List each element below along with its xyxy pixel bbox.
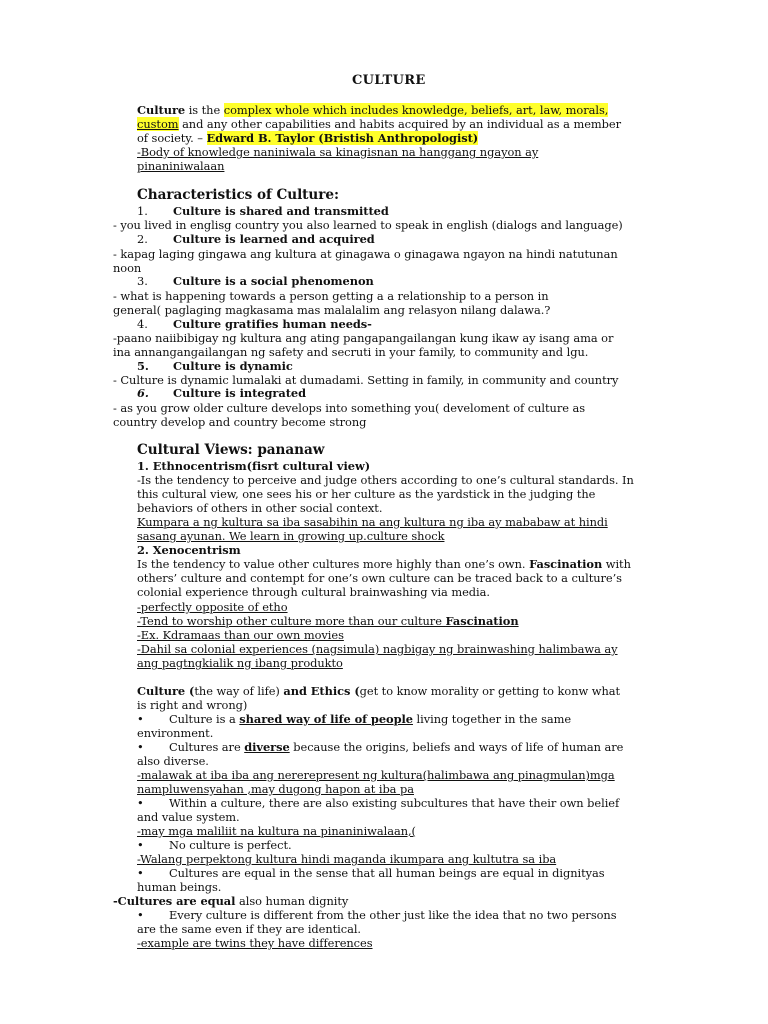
bullet-icon: • xyxy=(137,908,144,922)
ethics-text: Every culture is different from the other just like the idea that no two persons xyxy=(169,908,617,922)
ethics-note: -may mga maliliit na kultura na pinaniniwalaan,( xyxy=(137,824,416,838)
char-item-number: 5. xyxy=(137,359,149,373)
intro-line-5: pinaniniwalaan xyxy=(137,159,225,173)
ethics-term: and Ethics ( xyxy=(283,684,360,698)
ethics-bullet-2 xyxy=(169,740,623,754)
ethics-text: and value system. xyxy=(137,810,240,824)
ethno-text: behaviors of others in other social context. xyxy=(137,501,383,515)
char-item-desc: noon xyxy=(113,261,142,275)
ethics-text: environment. xyxy=(137,726,214,740)
bullet-icon: • xyxy=(137,838,144,852)
ethics-text: also human dignity xyxy=(235,894,349,908)
char-item-desc: - you lived in englisg country you also learned to speak in english (dialogs and language) xyxy=(113,218,623,232)
char-item-number: 1. xyxy=(137,204,148,218)
char-item-number: 3. xyxy=(137,274,148,288)
char-item-number: 6. xyxy=(137,386,149,400)
ethics-text: is right and wrong) xyxy=(137,698,248,712)
ethics-text: also diverse. xyxy=(137,754,209,768)
views-heading: Cultural Views: pananaw xyxy=(137,442,325,458)
bullet-icon: • xyxy=(137,796,144,810)
char-item-title: Culture is dynamic xyxy=(173,359,293,373)
intro-line-3 xyxy=(137,131,478,145)
char-item-number: 2. xyxy=(137,232,148,246)
char-item-desc: ina annangangailangan ng safety and secruti in your family, to community and lgu. xyxy=(113,345,589,359)
ethics-text: Culture is a xyxy=(169,712,240,726)
ethics-text: because the origins, beliefs and ways of life of human are xyxy=(289,740,624,754)
xeno-note: -Tend to worship other culture more than our culture xyxy=(137,614,446,628)
xeno-text: others’ culture and contempt for one’s own culture can be traced back to a culture’s xyxy=(137,571,622,585)
xeno-text: colonial experience through cultural brainwashing via media. xyxy=(137,585,490,599)
char-item-title: Culture is integrated xyxy=(173,386,307,400)
ethics-text: the way of life) xyxy=(194,684,284,698)
ethics-note: -Walang perpektong kultura hindi maganda ikumpara ang kultutra sa iba xyxy=(137,852,557,866)
intro-highlight: complex whole which includes knowledge, beliefs, art, law, morals, xyxy=(223,103,609,117)
ethics-term: -Cultures are equal xyxy=(113,894,236,908)
xenocentrism-title: 2. Xenocentrism xyxy=(137,543,241,557)
ethics-text: Within a culture, there are also existing subcultures that have their own belief xyxy=(169,796,620,810)
ethno-note: Kumpara a ng kultura sa iba sasabihin na ang kultura ng iba ay mababaw at hindi xyxy=(137,515,608,529)
char-item-desc: - what is happening towards a person getting a a relationship to a person in xyxy=(113,289,549,303)
xeno-fascination: Fascination xyxy=(529,557,603,571)
bullet-icon: • xyxy=(137,712,144,726)
ethics-text: Cultures are xyxy=(169,740,245,754)
ethics-text: human beings. xyxy=(137,880,222,894)
char-item-desc: - Culture is dynamic lumalaki at dumadami. Setting in family, in community and country xyxy=(113,373,619,387)
ethics-note: -example are twins they have differences xyxy=(137,936,373,950)
intro-line-4: -Body of knowledge naniniwala sa kinagisnan na hanggang ngayon ay xyxy=(137,145,539,159)
char-item-desc: -paano naiibibigay ng kultura ang ating pangapangailangan kung ikaw ay isang ama or xyxy=(113,331,614,345)
char-item-title: Culture is shared and transmitted xyxy=(173,204,389,218)
ethnocentrism-title: 1. Ethnocentrism(fisrt cultural view) xyxy=(137,459,371,473)
ethno-text: this cultural view, one sees his or her culture as the yardstick in the judging the xyxy=(137,487,596,501)
ethics-emphasis: shared way of life of people xyxy=(239,712,413,726)
intro-text: of society. – xyxy=(137,131,207,145)
ethics-text: get to know morality or getting to konw what xyxy=(359,684,621,698)
ethics-note: -malawak at iba iba ang nererepresent ng kultura(halimbawa ang pinagmulan)mga xyxy=(137,768,615,782)
ethics-text: Cultures are equal in the sense that all human beings are equal in dignityas xyxy=(169,866,605,880)
ethics-bullet-1 xyxy=(169,712,571,726)
characteristics-heading: Characteristics of Culture: xyxy=(137,187,339,203)
char-item-desc: - as you grow older culture develops into something you( develoment of culture as xyxy=(113,401,586,415)
xeno-line-1 xyxy=(137,557,631,571)
intro-text: and any other capabilities and habits acquired by an individual as a member xyxy=(178,117,621,131)
xeno-text: with xyxy=(602,557,631,571)
ethics-text: are the same even if they are identical. xyxy=(137,922,362,936)
ethics-term: Culture ( xyxy=(137,684,195,698)
char-item-number: 4. xyxy=(137,317,148,331)
char-item-title: Culture gratifies human needs- xyxy=(173,317,372,331)
xeno-note: ang pagtngkialik ng ibang produkto xyxy=(137,656,343,670)
ethics-heading-line xyxy=(137,684,620,698)
xeno-note: -perfectly opposite of etho xyxy=(137,600,288,614)
ethics-text: No culture is perfect. xyxy=(169,838,292,852)
bullet-icon: • xyxy=(137,866,144,880)
ethics-text: living together in the same xyxy=(412,712,572,726)
intro-author: Edward B. Taylor (Bristish Anthropologist) xyxy=(206,131,479,145)
char-item-desc: general( paglaging magkasama mas malalalim ang relasyon nilang dalawa.? xyxy=(113,303,551,317)
char-item-title: Culture is a social phenomenon xyxy=(173,274,374,288)
intro-custom: custom xyxy=(137,117,179,131)
intro-text: is the xyxy=(185,103,224,117)
xeno-note: -Dahil sa colonial experiences (nagsimula) nagbigay ng brainwashing halimbawa ay xyxy=(137,642,618,656)
page-title: CULTURE xyxy=(352,73,426,88)
intro-culture-term: Culture xyxy=(137,103,186,117)
bullet-icon: • xyxy=(137,740,144,754)
char-item-desc: - kapag laging gingawa ang kultura at ginagawa o ginagawa ngayon na hindi natutunan xyxy=(113,247,618,261)
intro-line-2 xyxy=(137,117,621,131)
char-item-title: Culture is learned and acquired xyxy=(173,232,375,246)
char-item-title xyxy=(137,204,148,218)
xeno-text: Is the tendency to value other cultures more highly than one’s own. xyxy=(137,557,530,571)
intro-line-1 xyxy=(137,103,608,117)
ethics-note: nampluwensyahan ,may dugong hapon at iba pa xyxy=(137,782,414,796)
xeno-fascination: Fascination xyxy=(445,614,519,628)
ethics-equal-line xyxy=(113,894,348,908)
char-item-desc: country develop and country become strong xyxy=(113,415,367,429)
ethics-emphasis: diverse xyxy=(244,740,290,754)
xeno-note: -Ex. Kdramaas than our own movies xyxy=(137,628,344,642)
xeno-note-2 xyxy=(137,614,519,628)
ethno-note: sasang ayunan. We learn in growing up.culture shock xyxy=(137,529,445,543)
ethno-text: -Is the tendency to perceive and judge others according to one’s cultural standards. In xyxy=(137,473,634,487)
